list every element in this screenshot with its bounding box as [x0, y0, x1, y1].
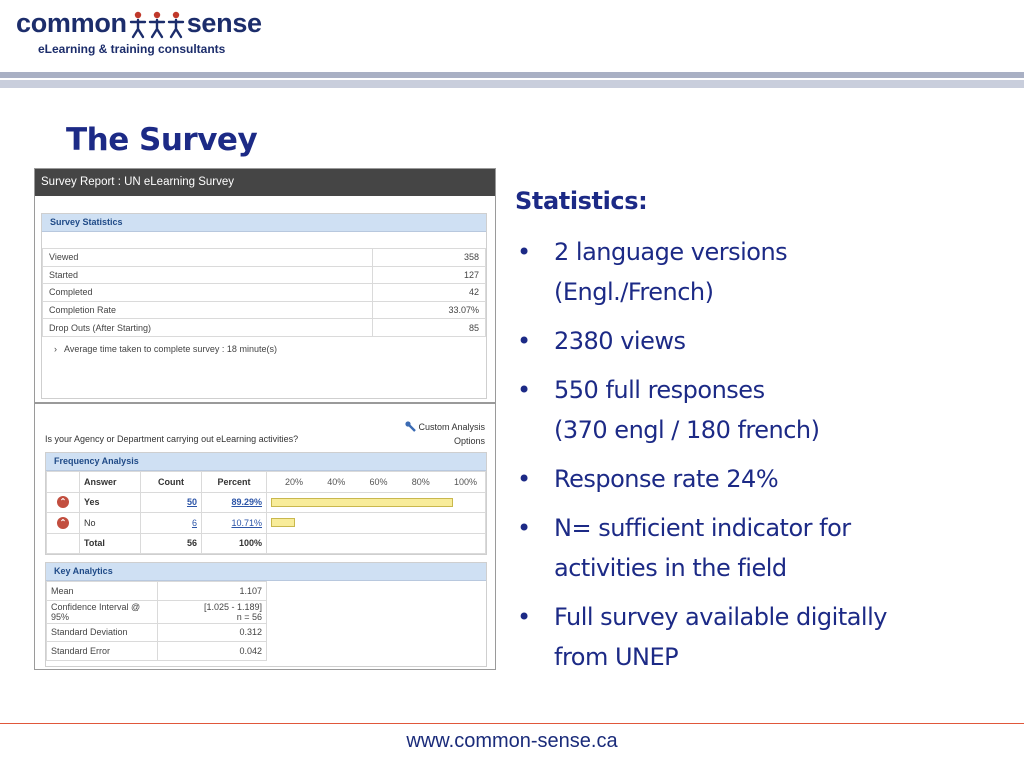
stat-label: Viewed	[43, 249, 373, 267]
answer-count-link[interactable]: 50	[186, 497, 197, 508]
list-item: • 2380 views	[517, 321, 1017, 361]
survey-statistics-table	[42, 248, 486, 337]
stat-value: 127	[373, 266, 486, 284]
key-value: 1.107	[158, 582, 267, 601]
question-text: Is your Agency or Department carrying out eLearning activities?	[45, 434, 299, 444]
slide-title: The Survey	[66, 122, 258, 158]
stat-value: 42	[373, 284, 486, 302]
key-label: Confidence Interval @ 95%	[47, 600, 158, 623]
key-value: 0.312	[158, 623, 267, 642]
table-header-row	[47, 472, 486, 493]
frequency-analysis-box	[45, 452, 487, 555]
key-label: Mean	[47, 582, 158, 601]
table-row	[47, 642, 267, 661]
answer-percent-link[interactable]: 10.71%	[231, 517, 262, 528]
pct-tick: 100%	[453, 476, 477, 487]
table-row	[43, 249, 486, 267]
percent-scale	[271, 477, 481, 487]
table-row	[43, 284, 486, 302]
survey-report-title: Survey Report : UN eLearning Survey	[35, 169, 495, 196]
frequency-table	[46, 471, 486, 554]
total-count: 56	[141, 533, 202, 554]
custom-analysis-link[interactable]	[405, 420, 485, 434]
list-item: • 550 full responses (370 engl / 180 french)	[517, 370, 1017, 450]
answer-percent-link[interactable]: 89.29%	[231, 497, 262, 508]
pct-tick: 80%	[411, 476, 430, 487]
header-band-light	[0, 80, 1024, 88]
key-analytics-table	[46, 581, 267, 661]
company-logo	[16, 8, 316, 60]
table-row	[43, 301, 486, 319]
pct-tick: 60%	[369, 476, 388, 487]
key-value: [1.025 - 1.189] n = 56	[158, 600, 267, 623]
expand-toggle-icon[interactable]: ⌃	[57, 496, 69, 508]
stat-label: Drop Outs (After Starting)	[43, 319, 373, 337]
average-time	[42, 337, 486, 354]
table-row	[47, 492, 486, 513]
list-item: • N= sufficient indicator for activities in the field	[517, 508, 1017, 588]
logo-brand-left: common	[16, 8, 127, 38]
footer-url[interactable]: www.common-sense.ca	[406, 730, 618, 752]
key-label: Standard Error	[47, 642, 158, 661]
list-item: • Full survey available digitally from UNEP	[517, 597, 1017, 677]
logo-tagline: eLearning & training consultants	[38, 42, 226, 56]
custom-analysis-label: Custom Analysis	[418, 422, 485, 432]
people-figures-icon	[128, 9, 186, 39]
list-item: • Response rate 24%	[517, 459, 1017, 499]
statistics-heading: Statistics:	[515, 187, 648, 215]
table-row	[47, 600, 267, 623]
col-percent: Percent	[202, 472, 267, 493]
key-value: 0.042	[158, 642, 267, 661]
statistics-list	[517, 232, 1017, 686]
answer-count-link[interactable]: 6	[191, 517, 197, 528]
stat-label: Completion Rate	[43, 301, 373, 319]
average-time-text: Average time taken to complete survey : 18 minute(s)	[64, 343, 277, 354]
options-link[interactable]: Options	[453, 436, 485, 446]
total-percent: 100%	[202, 533, 267, 554]
table-row	[43, 266, 486, 284]
list-item: • 2 language versions (Engl./French)	[517, 232, 1017, 312]
key-label: Standard Deviation	[47, 623, 158, 642]
survey-statistics-box	[41, 213, 487, 399]
logo-wordmark	[16, 8, 262, 39]
expand-toggle-icon[interactable]: ⌃	[57, 517, 69, 529]
stat-value: 358	[373, 249, 486, 267]
pct-tick: 40%	[327, 476, 346, 487]
wrench-icon	[405, 421, 416, 432]
key-analytics-box	[45, 562, 487, 667]
analysis-links	[405, 420, 485, 448]
section-divider	[35, 402, 495, 404]
survey-report-screenshot	[34, 168, 496, 670]
header-band	[0, 72, 1024, 78]
footer-line	[0, 723, 1024, 724]
table-row	[47, 533, 486, 554]
stat-value: 85	[373, 319, 486, 337]
stat-label: Completed	[43, 284, 373, 302]
logo-brand-right: sense	[186, 8, 262, 38]
pct-tick: 20%	[285, 476, 304, 487]
answer-bar	[271, 518, 295, 527]
stat-value: 33.07%	[373, 301, 486, 319]
chevron-right-icon: ›	[54, 343, 57, 354]
frequency-analysis-heading: Frequency Analysis	[46, 453, 486, 471]
table-row	[47, 582, 267, 601]
answer-label: No	[80, 513, 141, 534]
col-count: Count	[141, 472, 202, 493]
table-row	[47, 623, 267, 642]
table-row	[43, 319, 486, 337]
answer-label: Yes	[80, 492, 141, 513]
survey-statistics-heading: Survey Statistics	[42, 214, 486, 232]
col-answer: Answer	[80, 472, 141, 493]
key-analytics-heading: Key Analytics	[46, 563, 486, 581]
table-row	[47, 513, 486, 534]
stat-label: Started	[43, 266, 373, 284]
answer-bar	[271, 498, 453, 507]
total-label: Total	[80, 533, 141, 554]
